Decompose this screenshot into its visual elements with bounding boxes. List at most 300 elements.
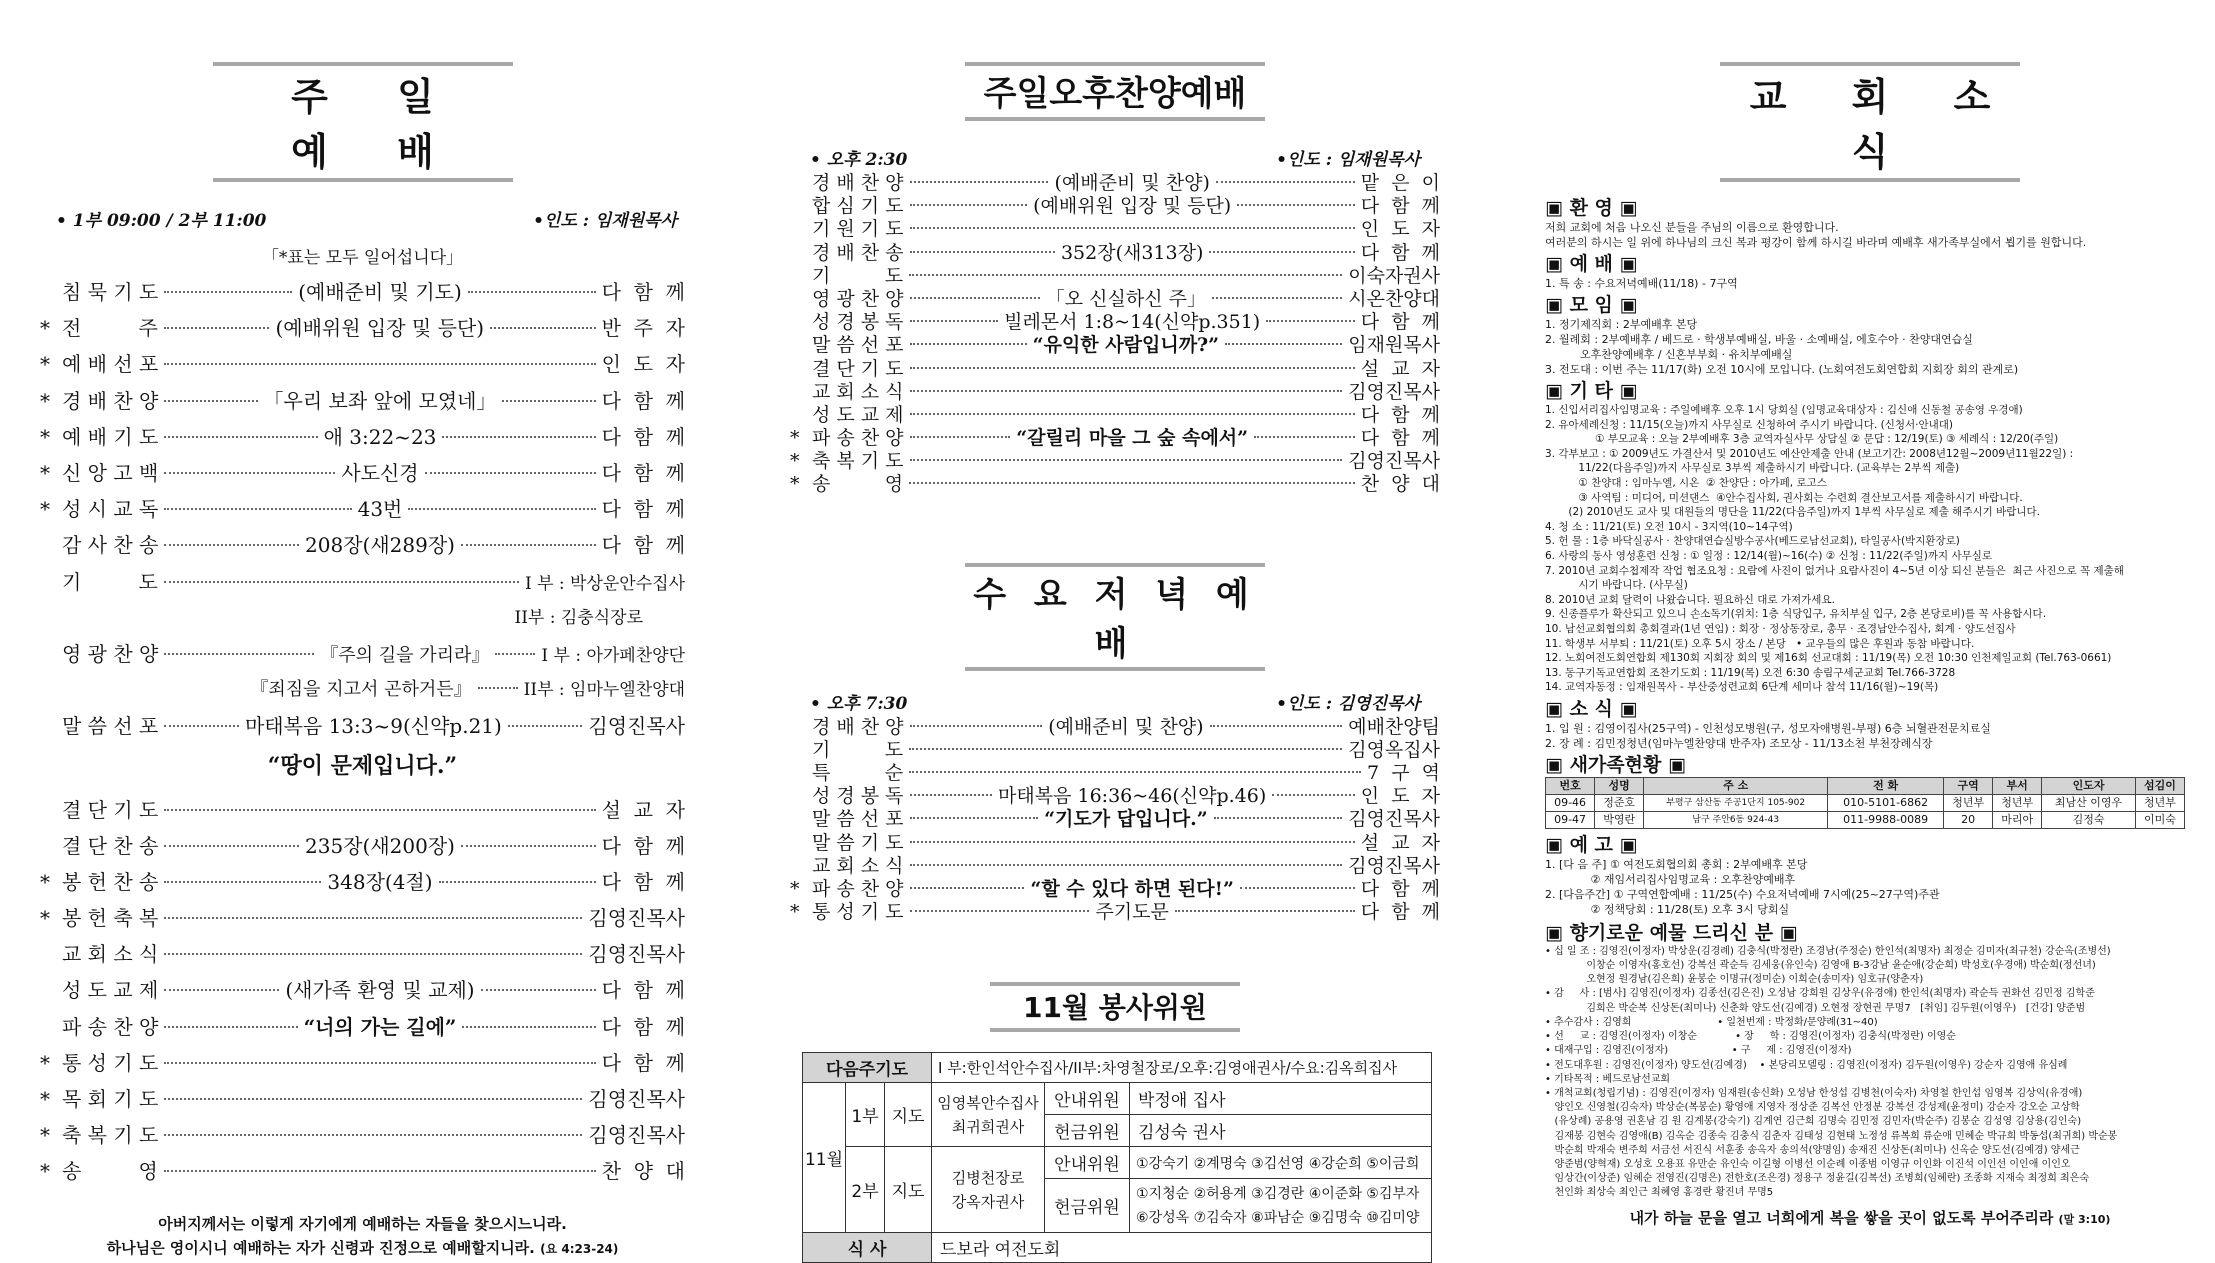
new-family-cell: 마리아 [1993,811,2042,828]
order-person: 다 함 께 [1360,195,1441,218]
new-family-cell: 20 [1944,811,1993,828]
order-label: 성 도 교 제 [62,978,159,1003]
wednesday-leader: •인도 : 김영진목사 [1276,693,1420,714]
leader-dots [1240,887,1355,889]
new-family-table [1545,777,2185,829]
standing-marker: * [40,352,50,377]
glory-choir-first: I 부 : 아가페찬양단 [541,645,685,666]
order-content: 주기도문 [1095,901,1169,924]
order-label: 특 순 [812,762,904,784]
order-label: 파 송 찬 양 [62,1014,159,1039]
order-content: (예배준비 및 찬양) [1048,715,1204,738]
new-family-cell: 청년부 [2135,794,2184,811]
leader-dots [910,320,999,322]
order-label: 봉 헌 찬 송 [62,869,159,894]
order-person: 시온찬양대 [1348,287,1441,310]
order-label: 파 송 찬 양 [812,427,904,450]
order-label: 통 성 기 도 [812,901,904,924]
order-row [790,901,1440,924]
leader-dots [164,363,595,365]
leader-dots [910,459,1343,461]
leader-dots [909,482,1355,484]
order-person: 찬 양 대 [601,1159,685,1184]
order-person: 다 함 께 [601,424,686,449]
footer-verse-line-2 [40,1236,685,1261]
leader-dots [164,436,317,438]
order-label: 교 회 소 식 [62,942,159,967]
order-content: (예배위원 입장 및 등단) [1033,195,1232,218]
order-row [40,1045,685,1081]
order-label: 기 도 [62,569,158,594]
part1-offering-value: 김성숙 권사 [1130,1115,1432,1147]
leader-dots [1210,725,1343,727]
standing-marker: * [790,427,800,450]
meal-label: 식 사 [803,1233,932,1263]
order-person: 다 함 께 [601,460,685,485]
leader-dots [462,1026,595,1028]
order-row [790,785,1440,808]
order-person: 다 함 께 [601,1050,685,1075]
order-person: 예배찬양팀 [1348,715,1440,738]
order-person: 김영진목사 [1348,380,1440,403]
leader-dots [910,204,1028,206]
order-label: 영 광 찬 양 [62,641,159,666]
order-person: 설 교 자 [601,797,685,822]
order-person: 인 도 자 [601,352,685,377]
order-label: 성 경 봉 독 [812,785,904,808]
order-label: 말 씀 선 포 [812,334,904,357]
order-label: 경 배 찬 양 [62,388,159,413]
part2-leaders: 김병천장로 강옥자권사 [932,1147,1045,1233]
part1-label: 1부 [846,1083,885,1147]
leader-dots [1214,817,1343,819]
leader-dots [1254,436,1355,438]
leader-dots [164,1098,582,1100]
order-label: 침 묵 기 도 [62,280,159,304]
afternoon-leader: •인도 : 임재원목사 [1276,150,1420,170]
order-row [790,172,1440,195]
order-row [790,878,1440,901]
new-family-header-cell: 전 화 [1828,777,1944,794]
order-content: 마태복음 16:36~46(신약p.46) [998,785,1267,808]
order-person: 반 주 자 [601,316,685,341]
order-person: 찬 양 대 [1360,473,1440,496]
order-label: 성 도 교 제 [812,403,904,426]
new-family-header-cell: 주 소 [1644,777,1828,794]
order-row [790,404,1440,427]
part2-offering-value [1130,1179,1432,1233]
new-family-cell: 부평구 삼산동 주공1단지 105-902 [1644,794,1828,811]
afternoon-order-list [790,172,1440,497]
right-footer-verse-ref: (말 3:10) [2058,1212,2111,1226]
standing-marker: * [40,424,50,449]
order-row [790,381,1440,404]
order-row [790,218,1440,241]
part2-guide-value: ①강숙기 ②계명숙 ③김선영 ④강순희 ⑤이금희 [1130,1147,1432,1179]
order-row [40,936,685,972]
footer-verse-text: 하나님은 영이시니 예배하는 자가 신령과 진정으로 예배할지니라. [106,1238,535,1257]
leader-dots [1266,320,1355,322]
order-row [790,473,1440,496]
leader-dots [909,771,1361,773]
new-family-cell: 청년부 [1993,794,2042,811]
order-label: 목 회 기 도 [62,1087,159,1111]
order-person: 김영진목사 [588,1087,685,1111]
order-content: 348장(4절) [327,869,433,894]
order-person: 다 함 께 [601,533,686,558]
leader-dots [1209,251,1354,253]
sermon-title: “땅이 문제입니다.” [267,752,458,779]
standing-marker: * [790,473,800,496]
order-label: 기 원 기 도 [812,218,904,241]
order-label: 예 배 선 포 [62,352,159,377]
order-row [790,334,1440,357]
standing-marker: * [40,460,50,485]
part1-offering-label: 헌금위원 [1045,1115,1130,1147]
order-label: 송 영 [812,473,904,496]
wednesday-time: • 오후 7:30 [810,693,908,714]
order-person: 다 함 께 [601,978,685,1003]
order-row [790,358,1440,381]
order-row [790,427,1440,450]
standing-marker: * [40,1050,50,1075]
new-family-header-cell: 인도자 [2042,777,2136,794]
order-row [40,455,685,491]
new-family-header-cell: 구역 [1944,777,1993,794]
afternoon-worship-title: 주일오후찬양예배 [965,62,1265,121]
table-row [1546,794,2185,811]
wednesday-order-list [790,716,1440,925]
staff-title: 11월 봉사위원 [990,982,1240,1032]
news-heading: ▣ 소 식 ▣ [1545,697,1638,720]
order-row [40,491,685,527]
standing-marker: * [40,1159,50,1184]
sermon-preacher: 김영진목사 [588,713,686,738]
leader-dots [164,508,351,510]
staff-table [802,1052,1432,1263]
prayer-first-service: I 부 : 박상운안수집사 [524,573,685,594]
staff-month: 11월 [803,1083,846,1233]
order-row [40,792,685,828]
order-row [790,762,1440,785]
order-label: 감 사 찬 송 [62,533,159,558]
leader-dots [164,953,582,955]
sunday-worship-column [40,0,686,1257]
leader-dots [910,887,1025,889]
wednesday-worship-title: 수 요 저 녁 예 배 [965,563,1265,671]
order-content: (예배준비 및 찬양) [1054,172,1210,194]
order-person: 김영진목사 [588,906,685,931]
offering-text: • 십 일 조 : 김영진(이정자) 박상운(김경례) 김충식(박정란) 조경남(주정순) 한인석(최명자) 최정순 김미자(최규천) 강순옥(조병선) 이창순 이영자(홍호선) 강복선 곽순득 김세웅(유인숙) 김영애 B-3강남 윤순애(강순희) 박성호(우경애) 박순희(정선녀) 오현정 원경남(김은희) 윤봉순 이명규(정미순) 이희순(송미자) 임호규(양춘자) • 감 사 : [범사] 김영진(이정자) 김종선(김은진) 오성남 강희원 김상우(유경애) 한인석(최명자) 곽순득 권화선 김민정 김학준 김희은 박순복 신상돈(최미나) 신춘화 양도선(김예경) 오현정 장현권 무명7 [취임] 김두원(이영우) [건강] 양준범 • 추수감사 : 김영희 • 일천번제 : 박정화/문양례(31~40) • 선 교 : 김영진(이정자) 이창순 • 장 학 : 김영진(이정자) 김충식(박정란) 이영순 • 대재구입 : 김영진(이정자) • 구 제 : 김영진(이정자) • 전도대후원 : 김영진(이정자) 양도선(김예경) • 본당리모델링 : 김영진(이정자) 김두원(이영우) 강순자 김영애 유심례 • 기타목적 : 베드로남선교회 • 개척교회(청립기념) : 김영진(이정자) 임재원(송신화) 오성남 한성섭 김병천(이숙자) 차영철 한인섭 임영복 김상익(유경애) 양인오 신영철(김숙자) 박상순(복봉순) 황영애 지영자 정상준 김복선 안정분 강복선 강성제(윤정미) 강순자 강오순 고상학 (유상례) 공용영 권혼남 김 원 김계봉(강숙기) 김계연 김근희 김명숙 김민정 김민자(박순주) 김봉순 김성영 김상용(김인숙) 김재봉 김현숙 김영애(B) 김옥순 김종숙 김충식 김춘자 김태성 김현태 노정성 류복희 류순애 민혜순 박규희 박동섭(최귀희) 박순봉 박순희 박재숙 변주희 서금선 서진식 서훈종 송옥자 송의석(양명임) 송재진 신상돈(최미나) 신옥순 양도선(김예경) 양세근 양준범(양혁재) 오성호 오용표 유만순 유인숙 이길형 이병선 이순례 이종범 이영규 이인화 이진석 이인선 이인애 이인오 임상간(이상준) 임혜순 전영진(김명은) 전한호(조은경) 정용구 정윤길(김복선) 조병희(임혜란) 조종화 지재숙 최정희 최은숙 천인화 최상숙 최인근 최혜영 홍경란 황진녀 무명5 [1545,945,2118,1199]
order-content: 「우리 보좌 앞에 모였네」 [263,388,497,413]
order-label: 축 복 기 도 [812,450,904,473]
new-family-header-cell: 성명 [1595,777,1644,794]
order-row [790,855,1440,878]
right-footer-verse [1545,1207,2195,1231]
order-label: 성 시 교 독 [62,497,159,522]
footer-verse-line-1: 아버지께서는 이렇게 자기에게 예배하는 자들을 찾으시느니라. [158,1214,567,1233]
order-label: 말 씀 선 포 [812,808,904,831]
leader-dots [1225,343,1342,345]
standing-note: 「*표는 모두 일어섭니다」 [261,248,464,268]
new-family-cell: 김정숙 [2042,811,2136,828]
order-row [790,832,1440,855]
order-label: 신 앙 고 백 [62,460,159,485]
standing-marker: * [40,1087,50,1111]
order-person: 7 구 역 [1367,762,1440,784]
standing-marker: * [40,1123,50,1148]
part1-leaders: 임영복안수집사 최귀희권사 [932,1083,1045,1147]
new-family-cell: 09-47 [1546,811,1595,828]
leader-dots [910,794,993,796]
glory-choir-second: II부 : 임마누엘찬양대 [523,679,685,700]
new-family-header-cell: 번호 [1546,777,1595,794]
new-family-header-row [1546,777,2185,794]
meeting-heading: ▣ 모 임 ▣ [1545,294,1638,316]
order-person: 다 함 께 [601,280,685,304]
order-content: 43번 [357,497,403,522]
order-row [790,265,1440,288]
part1-guide-value: 박정애 집사 [1130,1083,1432,1115]
leader-dots [461,544,596,546]
order-content: “유익한 사람입니까?” [1032,334,1220,357]
leader-dots [164,989,279,991]
order-row [790,311,1440,334]
leader-dots [164,1062,595,1064]
part1-prayer-label: 지도 [885,1083,932,1147]
order-row-prayer [40,564,685,600]
leader-dots [910,413,1355,415]
new-family-cell: 이미숙 [2135,811,2184,828]
news-text: 1. 입 원 : 김영이집사(25구역) - 인천성모병원(구, 성모자애병원-부평) 6층 뇌혈관전문치료실 2. 장 례 : 김민정청년(임마누엘찬양대 반주자) 조모상 - 11/13소천 부천장례식장 [1545,721,1991,750]
order-label: 봉 헌 축 복 [62,906,159,931]
leader-dots [468,291,596,293]
etc-text: 1. 신입서리집사임명교육 : 주일예배후 오후 1시 당회실 (임명교육대상자 : 김신애 신동철 공송영 우경애) 2. 유아세례신청 : 11/15(오늘)까지 사무실로 신청하여 주시기 바랍니다. (신청서·안내대) ① 부모교육 : 오늘 2부예배후 3층 교역자실사무 상담실 ② 문답 : 12/19(토) ③ 세례식 : 12/20(주일) 3. 각부보고 : ① 2009년도 가결산서 및 2010년도 예산안제출 안내 (보고기간: 2008년12월~2009년11월22일) : 11/22(다음주일)까지 사무실로 3부씩 제출하시기 바랍니다. (교육부는 2부씩 제출) ① 찬양대 : 임마누엘, 시온 ② 찬양단 : 아가페, 로고스 ③ 사역팀 : 미디어, 미션댄스 ④안수집사회, 권사회는 수련회 결산보고서를 제출하시기 바랍니다. (2) 2010년도 교사 및 대원들의 명단을 11/22(다음주일)까지 1부씩 사무실로 제출 해주시기 바랍니다. 4. 청 소 : 11/21(토) 오전 10시 - 3지역(10~14구역) 5. 헌 물 : 1층 바닥실공사 · 찬양대연습실방수공사(베드로남선교회), 타일공사(박지환장로) 6. 사랑의 동사 영성훈련 신청 : ① 일정 : 12/14(월)~16(수) ② 신청 : 11/22(주일)까지 사무실로 7. 2010년 교회수첩제작 작업 협조요청 : 요람에 사진이 없거나 요람사진이 4~5년 이상 되신 분들은 최근 사진으로 꼭 제출해 시기 바랍니다. (사무실) 8. 2010년 교회 달력이 나왔습니다. 필요하신 대로 가져가세요. 9. 신종플루가 확산되고 있으니 손소독기(위치: 1층 식당입구, 유치부실 입구, 2층 본당로비)를 꼭 사용합시다. 10. 남선교회협의회 총회결과(1년 연임) : 회장 · 정상동장로, 총무 · 조경남안수집사, 회계 · 양도선집사 11. 학생부 서부퇴 : 11/21(토) 오후 5시 장소 / 본당 • 교우들의 많은 후원과 동참 바랍니다. 12. 노회여전도회연합회 제130회 지회장 회의 및 제16회 선교대회 : 11/19(목) 오전 10:30 인천제일교회 (Tel.763-0661) 13. 동구기독교연합회 조찬기도회 : 11/19(목) 오전 6:30 송림구세군교회 Tel.766-3728 14. 교역자동정 : 임재원목사 - 부산중성련교회 6단계 세미나 참석 11/16(월)~19(목) [1545,404,2124,694]
leader-dots [490,327,596,329]
leader-dots [910,864,1343,866]
order-row [790,808,1440,831]
leader-dots [164,809,595,811]
order-row [40,383,685,419]
order-label: 경 배 찬 양 [812,172,904,194]
order-content: “너의 가는 길에” [303,1014,457,1039]
order-label: 파 송 찬 양 [812,877,904,900]
leader-dots [910,227,1355,229]
order-person: 다 함 께 [601,1014,686,1039]
meal-value: 드보라 여전도회 [932,1233,1432,1263]
order-content: 애 3:22~23 [323,424,437,449]
church-news-title: 교 회 소 식 [1720,62,2020,182]
leader-dots [909,748,1342,750]
order-list-2 [40,792,685,1190]
order-person: 김영옥집사 [1348,738,1440,761]
middle-column [790,0,1441,1261]
standing-marker: * [40,316,50,341]
order-person: 다 함 께 [601,869,685,894]
part1-guide-label: 안내위원 [1045,1083,1130,1115]
leader-dots [1272,794,1355,796]
leader-dots [164,845,299,847]
next-prayer-value: I 부:한인석안수집사/II부:차영철장로/오후:김영애권사/수요:김옥희집사 [932,1053,1432,1083]
worship-heading: ▣ 예 배 ▣ [1545,253,1638,275]
leader-dots [909,274,1342,276]
leader-dots [408,508,595,510]
order-person: 다 함 께 [601,388,686,413]
offering-heading: ▣ 향기로운 예물 드리신 분 ▣ [1545,921,1798,944]
standing-marker: * [40,497,50,522]
leader-dots [910,297,1040,299]
order-person: 김영진목사 [1348,854,1440,877]
part2-prayer-label: 지도 [885,1147,932,1233]
worship-text: 1. 특 송 : 수요저녁예배(11/18) - 7구역 [1545,277,1738,290]
glory-song-second: 『죄짐을 지고서 곤하거든』 [250,678,472,700]
leader-dots [461,845,596,847]
order-content: (예배준비 및 기도) [298,280,462,304]
church-news-column [1545,0,2195,1240]
notice-text: 1. [다 음 주] ① 여전도회협의회 총회 : 2부예배후 본당 ② 재임서리집사임명교육 : 오후찬양예배후 2. [다음주간] ① 구역연합예배 : 11/25(수) 수요저녁예배 7시예(25~27구역)주관 ② 정책당회 : 11/28(토) 오후 3시 당회실 [1545,857,1940,916]
order-person: 다 함 께 [1360,403,1440,426]
order-label: 교 회 소 식 [812,854,904,877]
order-person: 임재원목사 [1348,334,1441,357]
new-family-cell: 박영란 [1595,811,1644,828]
leader-dots [439,881,596,883]
standing-marker: * [40,906,50,931]
new-family-header-cell: 섬김이 [2135,777,2184,794]
order-content: 235장(새200장) [305,833,455,858]
order-person: 다 함 께 [1360,427,1441,450]
order-row [40,1153,685,1189]
leader-dots [910,725,1043,727]
order-content: “할 수 있다 하면 된다!” [1030,877,1234,900]
leader-dots [910,181,1049,183]
new-family-cell: 최남산 이영우 [2042,794,2136,811]
leader-dots [1216,181,1355,183]
sermon-text: 마태복음 13:3~9(신약p.21) [244,713,502,738]
order-label: 합 심 기 도 [812,195,904,218]
welcome-text: 저희 교회에 처음 나오신 분들을 주님의 이름으로 환영합니다. 여러분의 하시는 일 위에 하나님의 크신 복과 평강이 함께 하시길 바라며 예배후 새가족부실에서 뵙기를 원합니다. [1545,221,2087,249]
glory-song-first: 『주의 길을 가리라』 [320,644,490,666]
part2-offering-line-1: ①지청순 ②허용계 ③김경란 ④이준화 ⑤김부자 [1136,1185,1420,1202]
order-label: 기 도 [812,738,904,761]
order-person: 설 교 자 [1360,831,1440,854]
order-person: 다 함 께 [601,833,686,858]
new-family-cell: 정준호 [1595,794,1644,811]
welcome-heading: ▣ 환 영 ▣ [1545,197,1638,219]
order-person: 설 교 자 [1360,357,1440,380]
order-row [790,195,1440,218]
order-content: (예배위원 입장 및 등단) [275,316,485,341]
leader-dots [910,817,1039,819]
order-person: 김영진목사 [588,942,685,967]
order-content: 352장(새313장) [1060,241,1204,264]
new-family-cell: 010-5101-6862 [1828,794,1944,811]
standing-marker: * [790,450,800,473]
order-label: 예 배 기 도 [62,424,159,449]
order-content: 208장(새289장) [305,533,455,558]
leader-dots [164,400,257,402]
order-row [40,900,685,936]
order-content: 「오 신실하신 주」 [1045,287,1206,310]
leader-dots [164,917,582,919]
leader-dots [164,1026,297,1028]
order-row [790,450,1440,473]
leader-dots [164,1170,596,1172]
footer-verse [40,1212,685,1261]
leader-dots [164,472,335,474]
part2-guide-label: 안내위원 [1045,1147,1130,1179]
order-row [790,739,1440,762]
leader-dots [164,881,321,883]
order-person: 다 함 께 [1360,877,1440,900]
leader-dots [910,910,1090,912]
leader-dots [1175,910,1355,912]
order-label: 경 배 찬 송 [812,241,904,264]
service-time: • 1부 09:00 / 2부 11:00 [56,211,267,231]
leader-dots [1212,297,1342,299]
order-person: 다 함 께 [1360,311,1441,334]
etc-heading: ▣ 기 타 ▣ [1545,380,1638,402]
order-row-sermon [40,708,685,744]
order-person: 김영진목사 [1348,450,1440,473]
part2-offering-line-2: ⑥강성옥 ⑦김숙자 ⑧파남순 ⑨김명숙 ⑩김미양 [1136,1209,1420,1226]
order-person: 맡 은 이 [1360,172,1441,194]
order-row [40,346,685,382]
service-leader: •인도 : 임재원목사 [533,211,677,231]
leader-dots [910,390,1343,392]
meeting-text: 1. 정기제직회 : 2부예배후 본당 2. 월례회 : 2부예배후 / 베드로 · 학생부예배실, 바울 · 소예배실, 에호수아 · 찬양대연습실 오후찬양예배후 / 신혼부부회 · 유치부예배실 3. 전도대 : 이번 주는 11/17(화) 오전 10시에 모입니다. (노회여전도회연합회 지회장 회의 관계로) [1545,318,2019,376]
order-row [40,274,685,310]
order-person: 김영진목사 [588,1123,685,1148]
part2-offering-label: 헌금위원 [1045,1179,1130,1233]
order-row-glory-2 [40,672,685,708]
order-person: 다 함 께 [601,497,685,522]
order-label: 말 씀 기 도 [812,831,904,854]
new-family-cell: 남구 주안6동 924-43 [1644,811,1828,828]
leader-dots [910,343,1027,345]
leader-dots [502,400,595,402]
order-row [40,828,685,864]
order-row [790,716,1440,739]
table-row [1546,811,2185,828]
order-row [40,1117,685,1153]
sunday-worship-title: 주 일 예 배 [213,62,513,182]
order-content: “기도가 답입니다.” [1044,808,1208,831]
leader-dots [1237,204,1355,206]
order-row [40,527,685,563]
notice-heading: ▣ 예 고 ▣ [1545,833,1638,856]
leader-dots [910,841,1355,843]
order-label: 전 주 [62,316,158,341]
leader-dots [442,436,595,438]
standing-marker: * [790,901,800,924]
order-row [40,1081,685,1117]
order-list [40,274,685,564]
order-label: 기 도 [812,264,904,287]
order-content: 빌레몬서 1:8~14(신약p.351) [1004,311,1261,334]
order-person: 인 도 자 [1360,218,1440,241]
order-row [790,288,1440,311]
order-person: 김영진목사 [1348,808,1440,831]
new-family-heading: ▣ 새가족현황 ▣ [1545,753,1686,776]
order-content: “갈릴리 마을 그 숲 속에서” [1016,427,1249,450]
order-person: 이숙자권사 [1348,264,1440,287]
afternoon-info [790,145,1440,170]
leader-dots [910,251,1055,253]
afternoon-time: • 오후 2:30 [810,150,908,170]
new-family-header-cell: 부서 [1993,777,2042,794]
leader-dots [164,1134,582,1136]
leader-dots [164,291,292,293]
